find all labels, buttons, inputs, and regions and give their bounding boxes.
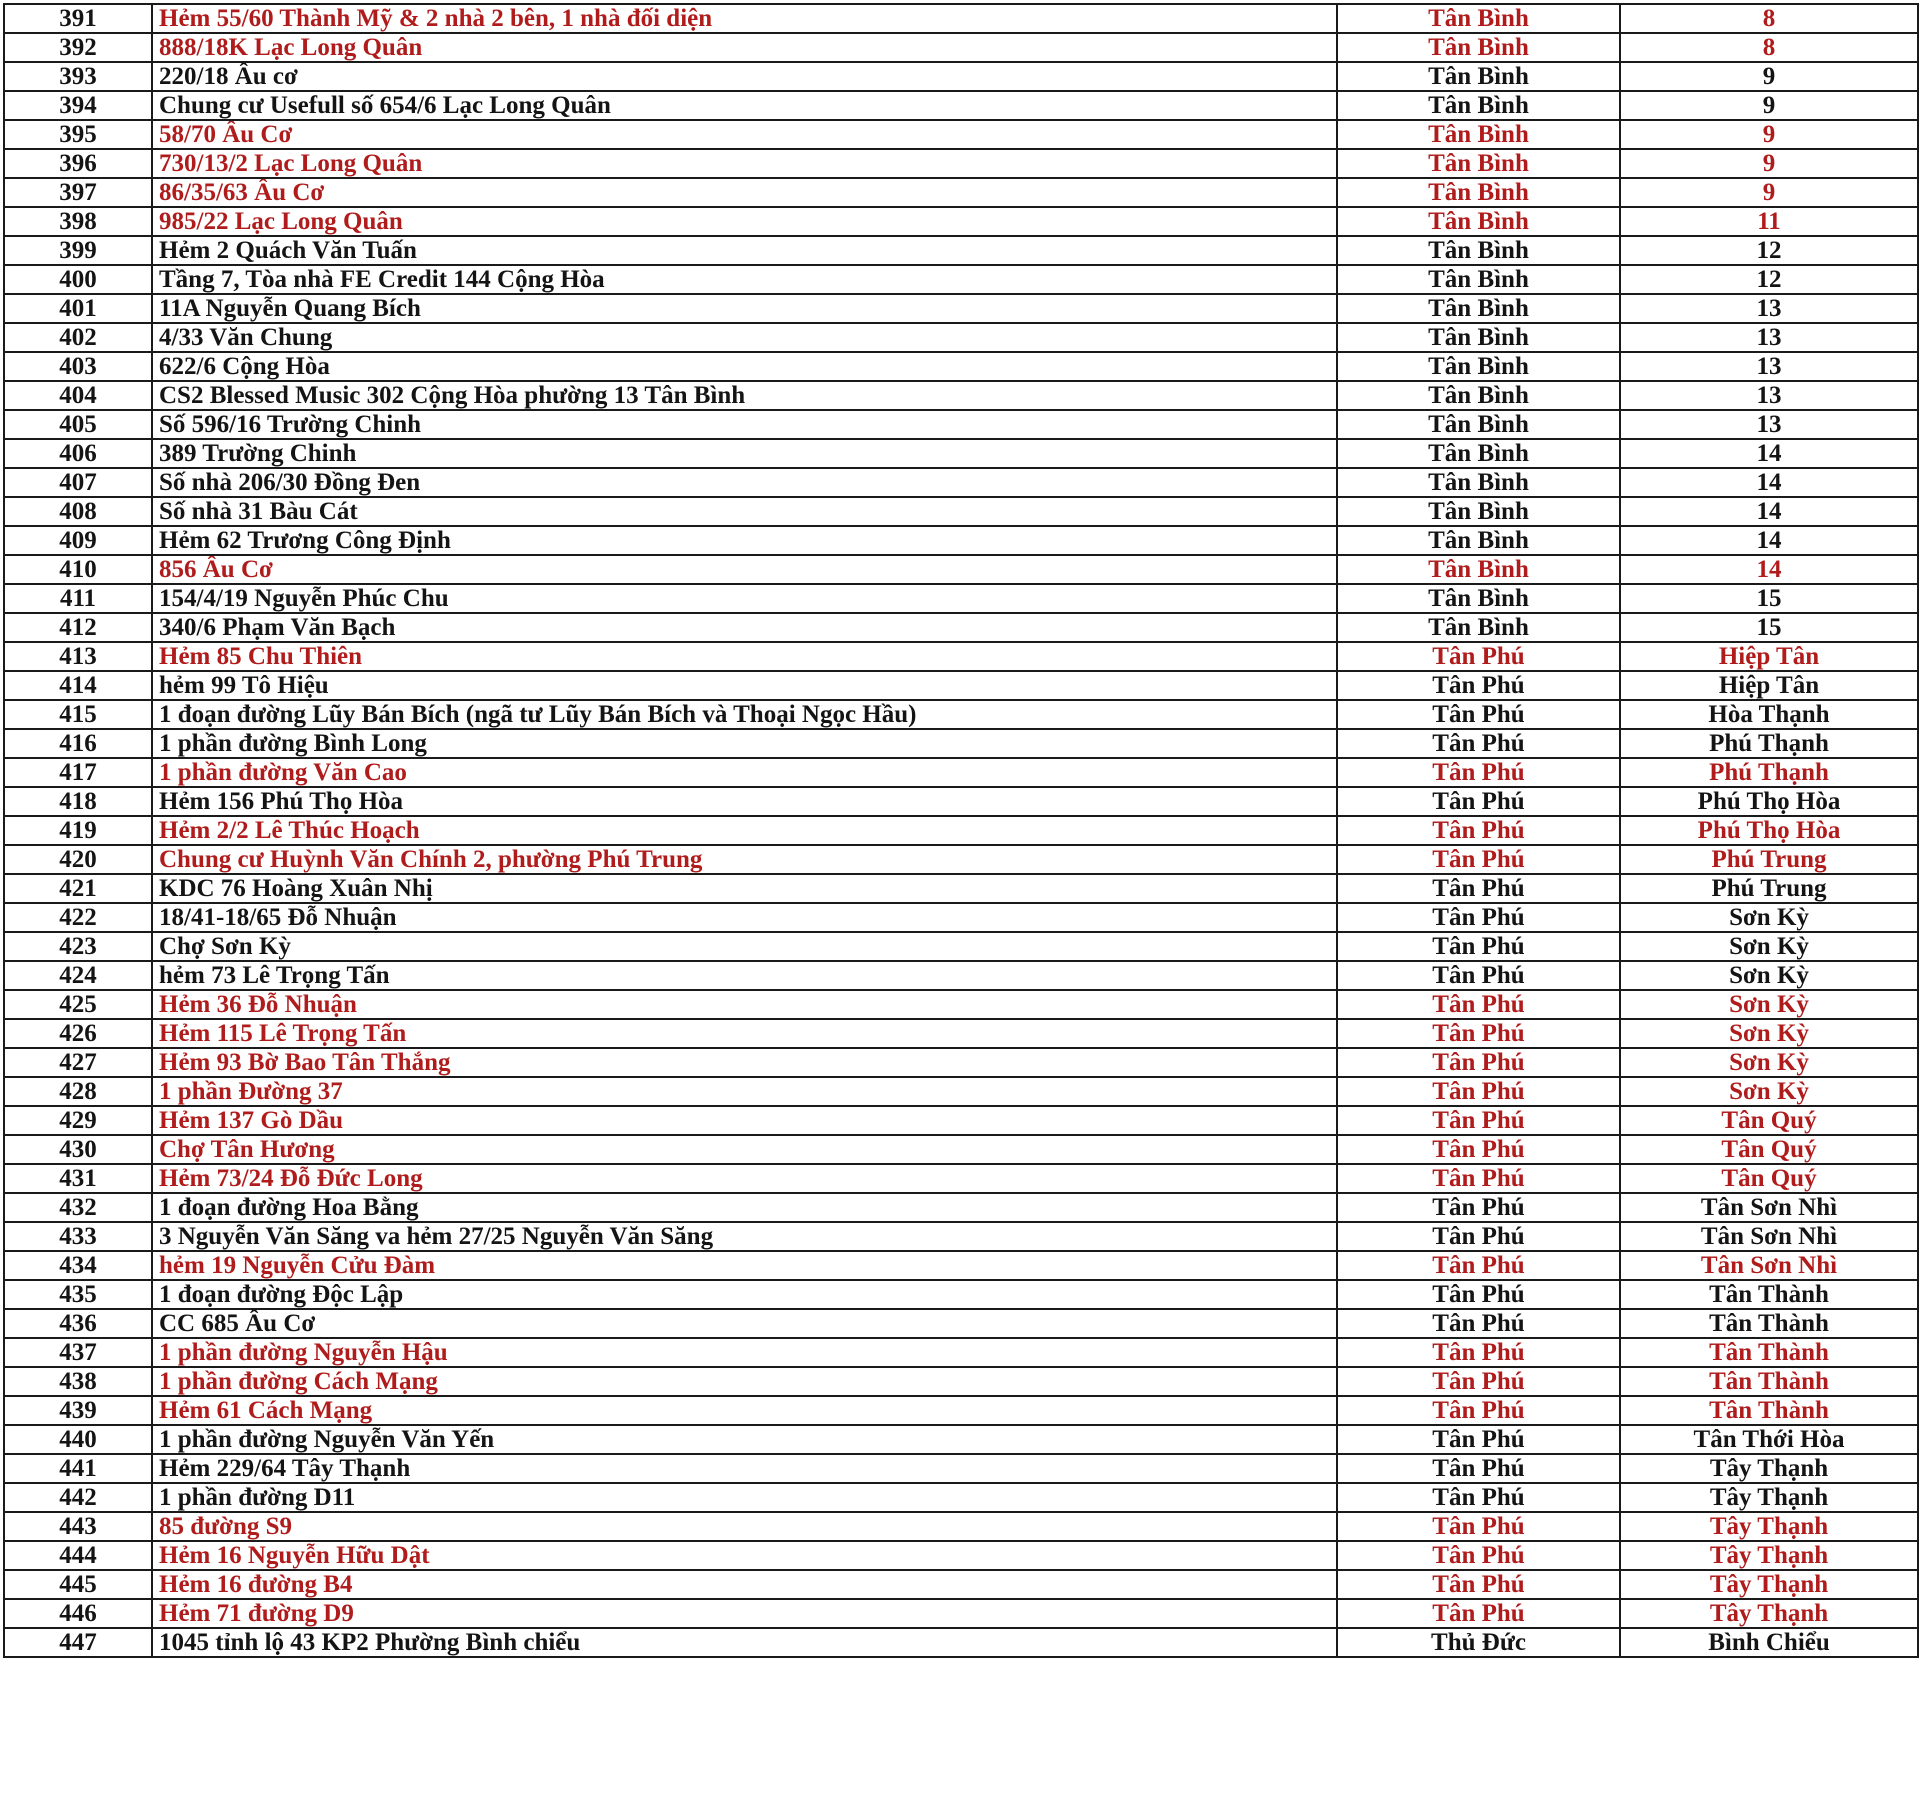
ward-cell: Tân Thành — [1620, 1280, 1918, 1309]
address-cell: 4/33 Văn Chung — [152, 323, 1337, 352]
address-cell: hẻm 19 Nguyễn Cửu Đàm — [152, 1251, 1337, 1280]
ward-cell: Tây Thạnh — [1620, 1483, 1918, 1512]
address-cell: Hẻm 55/60 Thành Mỹ & 2 nhà 2 bên, 1 nhà đối diện — [152, 4, 1337, 33]
table-row — [4, 1628, 1918, 1657]
table-row — [4, 1019, 1918, 1048]
ward-cell: Sơn Kỳ — [1620, 1077, 1918, 1106]
district-cell: Tân Phú — [1337, 787, 1620, 816]
table-row — [4, 91, 1918, 120]
ward-cell: Tây Thạnh — [1620, 1512, 1918, 1541]
address-cell: hẻm 73 Lê Trọng Tấn — [152, 961, 1337, 990]
table-row — [4, 787, 1918, 816]
table-row — [4, 874, 1918, 903]
row-number-cell: 418 — [4, 787, 152, 816]
ward-cell: 13 — [1620, 352, 1918, 381]
district-cell: Tân Phú — [1337, 1164, 1620, 1193]
address-cell: Chợ Sơn Kỳ — [152, 932, 1337, 961]
table-row — [4, 584, 1918, 613]
district-cell: Tân Bình — [1337, 439, 1620, 468]
district-cell: Tân Bình — [1337, 381, 1620, 410]
address-cell: 340/6 Phạm Văn Bạch — [152, 613, 1337, 642]
table-row — [4, 758, 1918, 787]
district-cell: Tân Phú — [1337, 1338, 1620, 1367]
district-cell: Tân Phú — [1337, 642, 1620, 671]
address-cell: 220/18 Âu cơ — [152, 62, 1337, 91]
ward-cell: Phú Thọ Hòa — [1620, 787, 1918, 816]
table-row — [4, 932, 1918, 961]
ward-cell: Tân Quý — [1620, 1135, 1918, 1164]
table-row — [4, 410, 1918, 439]
address-cell: Chung cư Usefull số 654/6 Lạc Long Quân — [152, 91, 1337, 120]
table-row — [4, 1077, 1918, 1106]
ward-cell: Hiệp Tân — [1620, 642, 1918, 671]
table-row — [4, 1367, 1918, 1396]
table-row — [4, 236, 1918, 265]
ward-cell: Tân Quý — [1620, 1106, 1918, 1135]
table-row — [4, 207, 1918, 236]
ward-cell: 14 — [1620, 555, 1918, 584]
district-cell: Tân Phú — [1337, 1541, 1620, 1570]
row-number-cell: 401 — [4, 294, 152, 323]
ward-cell: 15 — [1620, 613, 1918, 642]
address-cell: 1 đoạn đường Lũy Bán Bích (ngã tư Lũy Bán Bích và Thoại Ngọc Hầu) — [152, 700, 1337, 729]
address-cell: 856 Âu Cơ — [152, 555, 1337, 584]
district-cell: Tân Bình — [1337, 265, 1620, 294]
district-cell: Tân Phú — [1337, 1106, 1620, 1135]
row-number-cell: 445 — [4, 1570, 152, 1599]
row-number-cell: 407 — [4, 468, 152, 497]
address-cell: Hẻm 93 Bờ Bao Tân Thắng — [152, 1048, 1337, 1077]
table-row — [4, 497, 1918, 526]
district-cell: Tân Bình — [1337, 526, 1620, 555]
row-number-cell: 403 — [4, 352, 152, 381]
district-cell: Tân Bình — [1337, 4, 1620, 33]
table-row — [4, 1135, 1918, 1164]
table-row — [4, 642, 1918, 671]
address-cell: Hẻm 61 Cách Mạng — [152, 1396, 1337, 1425]
table-row — [4, 33, 1918, 62]
row-number-cell: 444 — [4, 1541, 152, 1570]
table-row — [4, 613, 1918, 642]
row-number-cell: 410 — [4, 555, 152, 584]
district-cell: Tân Phú — [1337, 1483, 1620, 1512]
row-number-cell: 412 — [4, 613, 152, 642]
district-cell: Tân Phú — [1337, 1048, 1620, 1077]
ward-cell: 14 — [1620, 497, 1918, 526]
district-cell: Tân Phú — [1337, 671, 1620, 700]
ward-cell: Tây Thạnh — [1620, 1570, 1918, 1599]
address-cell: Hẻm 36 Đỗ Nhuận — [152, 990, 1337, 1019]
ward-cell: Sơn Kỳ — [1620, 961, 1918, 990]
row-number-cell: 404 — [4, 381, 152, 410]
address-cell: Hẻm 16 Nguyễn Hữu Dật — [152, 1541, 1337, 1570]
table-row — [4, 1541, 1918, 1570]
table-row — [4, 1222, 1918, 1251]
address-cell: 58/70 Âu Cơ — [152, 120, 1337, 149]
ward-cell: Sơn Kỳ — [1620, 932, 1918, 961]
address-cell: 730/13/2 Lạc Long Quân — [152, 149, 1337, 178]
table-row — [4, 352, 1918, 381]
address-cell: Hẻm 73/24 Đỗ Đức Long — [152, 1164, 1337, 1193]
table-row — [4, 4, 1918, 33]
ward-cell: Tân Thành — [1620, 1367, 1918, 1396]
row-number-cell: 421 — [4, 874, 152, 903]
ward-cell: Tân Thành — [1620, 1338, 1918, 1367]
district-cell: Tân Phú — [1337, 1280, 1620, 1309]
table-row — [4, 294, 1918, 323]
table-row — [4, 845, 1918, 874]
row-number-cell: 391 — [4, 4, 152, 33]
district-cell: Tân Phú — [1337, 758, 1620, 787]
address-cell: Hẻm 156 Phú Thọ Hòa — [152, 787, 1337, 816]
ward-cell: 9 — [1620, 62, 1918, 91]
ward-cell: 13 — [1620, 294, 1918, 323]
district-cell: Tân Phú — [1337, 874, 1620, 903]
row-number-cell: 427 — [4, 1048, 152, 1077]
ward-cell: 14 — [1620, 468, 1918, 497]
ward-cell: Phú Trung — [1620, 845, 1918, 874]
table-row — [4, 700, 1918, 729]
ward-cell: 9 — [1620, 91, 1918, 120]
row-number-cell: 430 — [4, 1135, 152, 1164]
district-cell: Tân Bình — [1337, 120, 1620, 149]
table-row — [4, 1512, 1918, 1541]
table-row — [4, 1164, 1918, 1193]
address-cell: Số nhà 206/30 Đồng Đen — [152, 468, 1337, 497]
row-number-cell: 400 — [4, 265, 152, 294]
row-number-cell: 437 — [4, 1338, 152, 1367]
row-number-cell: 405 — [4, 410, 152, 439]
ward-cell: Sơn Kỳ — [1620, 990, 1918, 1019]
table-row — [4, 816, 1918, 845]
district-cell: Tân Phú — [1337, 1135, 1620, 1164]
ward-cell: Tân Quý — [1620, 1164, 1918, 1193]
district-cell: Tân Phú — [1337, 1425, 1620, 1454]
district-cell: Tân Bình — [1337, 613, 1620, 642]
address-cell: Hẻm 71 đường D9 — [152, 1599, 1337, 1628]
district-cell: Tân Phú — [1337, 1077, 1620, 1106]
table-row — [4, 1454, 1918, 1483]
address-cell: 86/35/63 Âu Cơ — [152, 178, 1337, 207]
district-cell: Tân Bình — [1337, 468, 1620, 497]
ward-cell: Bình Chiểu — [1620, 1628, 1918, 1657]
table-row — [4, 1599, 1918, 1628]
ward-cell: Phú Trung — [1620, 874, 1918, 903]
ward-cell: 13 — [1620, 323, 1918, 352]
table-row — [4, 990, 1918, 1019]
address-cell: 11A Nguyễn Quang Bích — [152, 294, 1337, 323]
table-row — [4, 1425, 1918, 1454]
row-number-cell: 392 — [4, 33, 152, 62]
address-cell: 1 đoạn đường Độc Lập — [152, 1280, 1337, 1309]
district-cell: Tân Phú — [1337, 1454, 1620, 1483]
table-row — [4, 149, 1918, 178]
district-cell: Tân Bình — [1337, 323, 1620, 352]
table-row — [4, 1048, 1918, 1077]
row-number-cell: 425 — [4, 990, 152, 1019]
row-number-cell: 440 — [4, 1425, 152, 1454]
row-number-cell: 436 — [4, 1309, 152, 1338]
row-number-cell: 422 — [4, 903, 152, 932]
address-cell: KDC 76 Hoàng Xuân Nhị — [152, 874, 1337, 903]
row-number-cell: 426 — [4, 1019, 152, 1048]
ward-cell: Tân Sơn Nhì — [1620, 1251, 1918, 1280]
row-number-cell: 411 — [4, 584, 152, 613]
table-row — [4, 468, 1918, 497]
address-cell: 1 phần đường D11 — [152, 1483, 1337, 1512]
address-cell: 1 phần đường Cách Mạng — [152, 1367, 1337, 1396]
row-number-cell: 408 — [4, 497, 152, 526]
ward-cell: 14 — [1620, 439, 1918, 468]
address-cell: Chợ Tân Hương — [152, 1135, 1337, 1164]
ward-cell: Hòa Thạnh — [1620, 700, 1918, 729]
address-cell: 85 đường S9 — [152, 1512, 1337, 1541]
district-cell: Tân Bình — [1337, 555, 1620, 584]
row-number-cell: 443 — [4, 1512, 152, 1541]
row-number-cell: 446 — [4, 1599, 152, 1628]
table-row — [4, 381, 1918, 410]
row-number-cell: 423 — [4, 932, 152, 961]
district-cell: Tân Phú — [1337, 1512, 1620, 1541]
district-cell: Tân Bình — [1337, 207, 1620, 236]
district-cell: Tân Phú — [1337, 1222, 1620, 1251]
address-cell: Hẻm 85 Chu Thiên — [152, 642, 1337, 671]
district-cell: Tân Phú — [1337, 1396, 1620, 1425]
row-number-cell: 433 — [4, 1222, 152, 1251]
district-cell: Tân Phú — [1337, 1367, 1620, 1396]
row-number-cell: 419 — [4, 816, 152, 845]
ward-cell: Phú Thạnh — [1620, 758, 1918, 787]
address-cell: Số nhà 31 Bàu Cát — [152, 497, 1337, 526]
address-cell: 1 phần đường Nguyễn Văn Yến — [152, 1425, 1337, 1454]
ward-cell: 15 — [1620, 584, 1918, 613]
row-number-cell: 402 — [4, 323, 152, 352]
district-cell: Tân Phú — [1337, 990, 1620, 1019]
table-body — [4, 4, 1918, 1657]
district-cell: Tân Bình — [1337, 149, 1620, 178]
district-cell: Tân Phú — [1337, 1193, 1620, 1222]
row-number-cell: 399 — [4, 236, 152, 265]
row-number-cell: 442 — [4, 1483, 152, 1512]
address-cell: Hẻm 62 Trương Công Định — [152, 526, 1337, 555]
ward-cell: 12 — [1620, 265, 1918, 294]
table-row — [4, 1309, 1918, 1338]
ward-cell: Tây Thạnh — [1620, 1541, 1918, 1570]
district-cell: Tân Phú — [1337, 1019, 1620, 1048]
ward-cell: Hiệp Tân — [1620, 671, 1918, 700]
address-table — [3, 3, 1919, 1658]
ward-cell: 9 — [1620, 120, 1918, 149]
table-row — [4, 1396, 1918, 1425]
ward-cell: Tân Thành — [1620, 1309, 1918, 1338]
table-row — [4, 323, 1918, 352]
district-cell: Tân Phú — [1337, 845, 1620, 874]
district-cell: Thủ Đức — [1337, 1628, 1620, 1657]
district-cell: Tân Phú — [1337, 932, 1620, 961]
district-cell: Tân Phú — [1337, 903, 1620, 932]
address-cell: 18/41-18/65 Đỗ Nhuận — [152, 903, 1337, 932]
address-cell: 1 phần đường Nguyễn Hậu — [152, 1338, 1337, 1367]
table-row — [4, 1570, 1918, 1599]
table-row — [4, 120, 1918, 149]
ward-cell: Tân Thành — [1620, 1396, 1918, 1425]
address-cell: Hẻm 2 Quách Văn Tuấn — [152, 236, 1337, 265]
district-cell: Tân Bình — [1337, 352, 1620, 381]
table-row — [4, 1280, 1918, 1309]
address-cell: Hẻm 2/2 Lê Thúc Hoạch — [152, 816, 1337, 845]
address-cell: hẻm 99 Tô Hiệu — [152, 671, 1337, 700]
row-number-cell: 395 — [4, 120, 152, 149]
row-number-cell: 393 — [4, 62, 152, 91]
table-row — [4, 265, 1918, 294]
ward-cell: 13 — [1620, 381, 1918, 410]
ward-cell: Phú Thạnh — [1620, 729, 1918, 758]
table-row — [4, 439, 1918, 468]
ward-cell: Tân Thới Hòa — [1620, 1425, 1918, 1454]
address-cell: 3 Nguyễn Văn Săng va hẻm 27/25 Nguyễn Văn Săng — [152, 1222, 1337, 1251]
address-cell: 1 phần Đường 37 — [152, 1077, 1337, 1106]
district-cell: Tân Phú — [1337, 729, 1620, 758]
row-number-cell: 439 — [4, 1396, 152, 1425]
table-row — [4, 1106, 1918, 1135]
address-cell: CS2 Blessed Music 302 Cộng Hòa phường 13 Tân Bình — [152, 381, 1337, 410]
row-number-cell: 434 — [4, 1251, 152, 1280]
row-number-cell: 416 — [4, 729, 152, 758]
table-row — [4, 1251, 1918, 1280]
table-row — [4, 961, 1918, 990]
table-row — [4, 555, 1918, 584]
table-row — [4, 1338, 1918, 1367]
district-cell: Tân Phú — [1337, 1309, 1620, 1338]
address-cell: Hẻm 16 đường B4 — [152, 1570, 1337, 1599]
table-row — [4, 178, 1918, 207]
district-cell: Tân Phú — [1337, 1599, 1620, 1628]
row-number-cell: 431 — [4, 1164, 152, 1193]
district-cell: Tân Bình — [1337, 178, 1620, 207]
address-cell: 622/6 Cộng Hòa — [152, 352, 1337, 381]
address-cell: Chung cư Huỳnh Văn Chính 2, phường Phú Trung — [152, 845, 1337, 874]
table-row — [4, 671, 1918, 700]
address-cell: Hẻm 229/64 Tây Thạnh — [152, 1454, 1337, 1483]
table-row — [4, 729, 1918, 758]
row-number-cell: 420 — [4, 845, 152, 874]
table-row — [4, 62, 1918, 91]
row-number-cell: 441 — [4, 1454, 152, 1483]
district-cell: Tân Bình — [1337, 497, 1620, 526]
row-number-cell: 397 — [4, 178, 152, 207]
district-cell: Tân Phú — [1337, 816, 1620, 845]
row-number-cell: 396 — [4, 149, 152, 178]
ward-cell: Tân Sơn Nhì — [1620, 1222, 1918, 1251]
row-number-cell: 398 — [4, 207, 152, 236]
address-cell: 985/22 Lạc Long Quân — [152, 207, 1337, 236]
ward-cell: 8 — [1620, 4, 1918, 33]
district-cell: Tân Phú — [1337, 1570, 1620, 1599]
address-cell: Tầng 7, Tòa nhà FE Credit 144 Cộng Hòa — [152, 265, 1337, 294]
address-cell: 1045 tỉnh lộ 43 KP2 Phường Bình chiểu — [152, 1628, 1337, 1657]
table-row — [4, 903, 1918, 932]
district-cell: Tân Bình — [1337, 33, 1620, 62]
ward-cell: Sơn Kỳ — [1620, 1048, 1918, 1077]
ward-cell: Sơn Kỳ — [1620, 1019, 1918, 1048]
address-cell: Số 596/16 Trường Chinh — [152, 410, 1337, 439]
address-cell: 154/4/19 Nguyễn Phúc Chu — [152, 584, 1337, 613]
row-number-cell: 417 — [4, 758, 152, 787]
row-number-cell: 429 — [4, 1106, 152, 1135]
ward-cell: 9 — [1620, 178, 1918, 207]
district-cell: Tân Bình — [1337, 410, 1620, 439]
table-row — [4, 1483, 1918, 1512]
address-cell: Hẻm 115 Lê Trọng Tấn — [152, 1019, 1337, 1048]
ward-cell: Tây Thạnh — [1620, 1454, 1918, 1483]
row-number-cell: 406 — [4, 439, 152, 468]
ward-cell: 12 — [1620, 236, 1918, 265]
district-cell: Tân Phú — [1337, 961, 1620, 990]
district-cell: Tân Bình — [1337, 236, 1620, 265]
row-number-cell: 438 — [4, 1367, 152, 1396]
row-number-cell: 447 — [4, 1628, 152, 1657]
address-cell: 1 phần đường Văn Cao — [152, 758, 1337, 787]
ward-cell: 11 — [1620, 207, 1918, 236]
district-cell: Tân Bình — [1337, 584, 1620, 613]
address-cell: CC 685 Âu Cơ — [152, 1309, 1337, 1338]
district-cell: Tân Bình — [1337, 91, 1620, 120]
row-number-cell: 432 — [4, 1193, 152, 1222]
address-cell: 1 đoạn đường Hoa Bằng — [152, 1193, 1337, 1222]
table-row — [4, 526, 1918, 555]
ward-cell: 9 — [1620, 149, 1918, 178]
address-cell: 1 phần đường Bình Long — [152, 729, 1337, 758]
row-number-cell: 413 — [4, 642, 152, 671]
district-cell: Tân Bình — [1337, 294, 1620, 323]
address-cell: Hẻm 137 Gò Dầu — [152, 1106, 1337, 1135]
row-number-cell: 414 — [4, 671, 152, 700]
ward-cell: Tây Thạnh — [1620, 1599, 1918, 1628]
row-number-cell: 409 — [4, 526, 152, 555]
ward-cell: 13 — [1620, 410, 1918, 439]
row-number-cell: 394 — [4, 91, 152, 120]
row-number-cell: 428 — [4, 1077, 152, 1106]
ward-cell: 8 — [1620, 33, 1918, 62]
address-cell: 389 Trường Chinh — [152, 439, 1337, 468]
ward-cell: Phú Thọ Hòa — [1620, 816, 1918, 845]
district-cell: Tân Phú — [1337, 700, 1620, 729]
row-number-cell: 415 — [4, 700, 152, 729]
ward-cell: 14 — [1620, 526, 1918, 555]
ward-cell: Tân Sơn Nhì — [1620, 1193, 1918, 1222]
row-number-cell: 435 — [4, 1280, 152, 1309]
row-number-cell: 424 — [4, 961, 152, 990]
address-cell: 888/18K Lạc Long Quân — [152, 33, 1337, 62]
district-cell: Tân Bình — [1337, 62, 1620, 91]
table-row — [4, 1193, 1918, 1222]
district-cell: Tân Phú — [1337, 1251, 1620, 1280]
ward-cell: Sơn Kỳ — [1620, 903, 1918, 932]
